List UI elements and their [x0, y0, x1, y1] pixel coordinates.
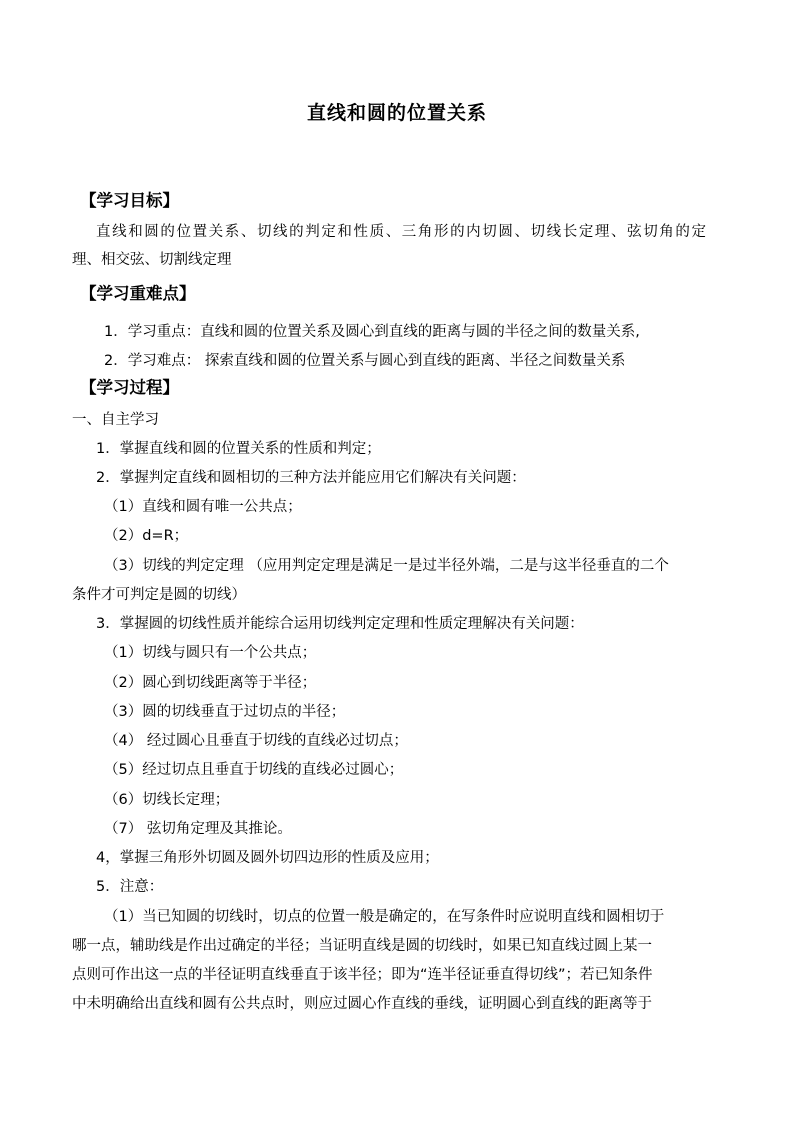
keypoint-2: 2．学习难点： 探索直线和圆的位置关系与圆心到直线的距离、半径之间数量关系	[104, 353, 626, 369]
item-3-sub-4: （4） 经过圆心且垂直于切线的直线必过切点；	[104, 733, 408, 749]
item-2-sub-3-line2: 条件才可判定是圆的切线）	[72, 587, 246, 603]
objectives-text-line1: 直线和圆的位置关系、切线的判定和性质、三角形的内切圆、切线长定理、弦切角的定	[96, 224, 706, 240]
note-line-1: （1）当已知圆的切线时，切点的位置一般是确定的，在写条件时应说明直线和圆相切于	[104, 909, 665, 925]
item-5: 5．注意：	[96, 879, 164, 895]
note-line-3: 点则可作出这一点的半径证明直线垂直于该半径；即为“连半径证垂直得切线”；若已知条件	[72, 967, 653, 983]
page-title: 直线和圆的位置关系	[306, 102, 487, 124]
keypoints-heading: 【学习重难点】	[80, 284, 196, 303]
item-2-sub-3-line1: （3）切线的判定定理 （应用判定定理是满足一是过半径外端，二是与这半径垂直的二个	[104, 558, 669, 574]
part1-heading: 一、自主学习	[72, 412, 159, 428]
item-2-sub-2: （2）d=R；	[104, 528, 189, 544]
item-3-sub-5: （5）经过切点且垂直于切线的直线必过圆心；	[104, 762, 404, 778]
item-3-sub-2: （2）圆心到切线距离等于半径；	[104, 675, 317, 691]
note-line-4: 中未明确给出直线和圆有公共点时，则应过圆心作直线的垂线，证明圆心到直线的距离等于	[72, 996, 652, 1012]
keypoint-1: 1．学习重点：直线和圆的位置关系及圆心到直线的距离与圆的半径之间的数量关系,	[104, 324, 640, 340]
item-3: 3．掌握圆的切线性质并能综合运用切线判定定理和性质定理解决有关问题：	[96, 616, 584, 632]
item-2: 2．掌握判定直线和圆相切的三种方法并能应用它们解决有关问题：	[96, 470, 526, 486]
item-1: 1．掌握直线和圆的位置关系的性质和判定；	[96, 441, 381, 457]
item-3-sub-7: （7） 弦切角定理及其推论。	[104, 821, 292, 837]
item-3-sub-6: （6）切线长定理；	[104, 792, 230, 808]
process-heading: 【学习过程】	[80, 378, 179, 397]
item-2-sub-1: （1）直线和圆有唯一公共点；	[104, 499, 302, 515]
objectives-text-line2: 理、相交弦、切割线定理	[72, 252, 232, 268]
item-3-sub-1: （1）切线与圆只有一个公共点；	[104, 645, 317, 661]
objectives-heading: 【学习目标】	[80, 191, 179, 210]
item-3-sub-3: （3）圆的切线垂直于过切点的半径；	[104, 704, 346, 720]
note-line-2: 哪一点，辅助线是作出过确定的半径；当证明直线是圆的切线时，如果已知直线过圆上某一	[72, 938, 652, 954]
item-4: 4，掌握三角形外切圆及圆外切四边形的性质及应用；	[96, 850, 439, 866]
